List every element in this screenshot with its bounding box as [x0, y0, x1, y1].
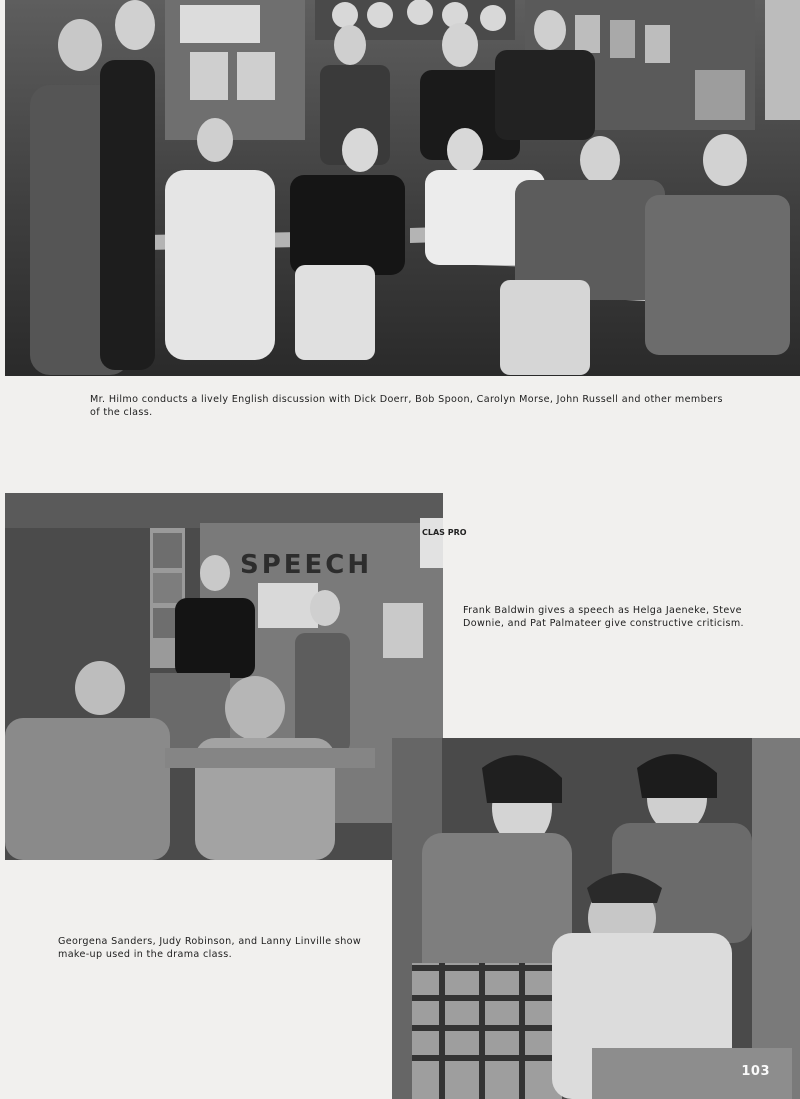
classroom-caption: Mr. Hilmo conducts a lively English discussion with Dick Doerr, Bob Spoon, Carolyn Morse, John Russell and other members of the class. — [90, 394, 723, 418]
speech-caption: Frank Baldwin gives a speech as Helga Jaeneke, Steve Downie, and Pat Palmateer give constructive criticism. — [463, 605, 744, 629]
page-number: 103 — [741, 1064, 770, 1079]
classroom-photo — [5, 0, 800, 376]
speech-photo — [5, 493, 467, 860]
speech-board-text: SPEECH — [240, 550, 373, 580]
makeup-photo — [392, 738, 800, 1099]
makeup-caption: Georgena Sanders, Judy Robinson, and Lanny Linville show make-up used in the drama class. — [58, 936, 362, 960]
class-project-sign: CLAS PRO — [422, 528, 467, 537]
